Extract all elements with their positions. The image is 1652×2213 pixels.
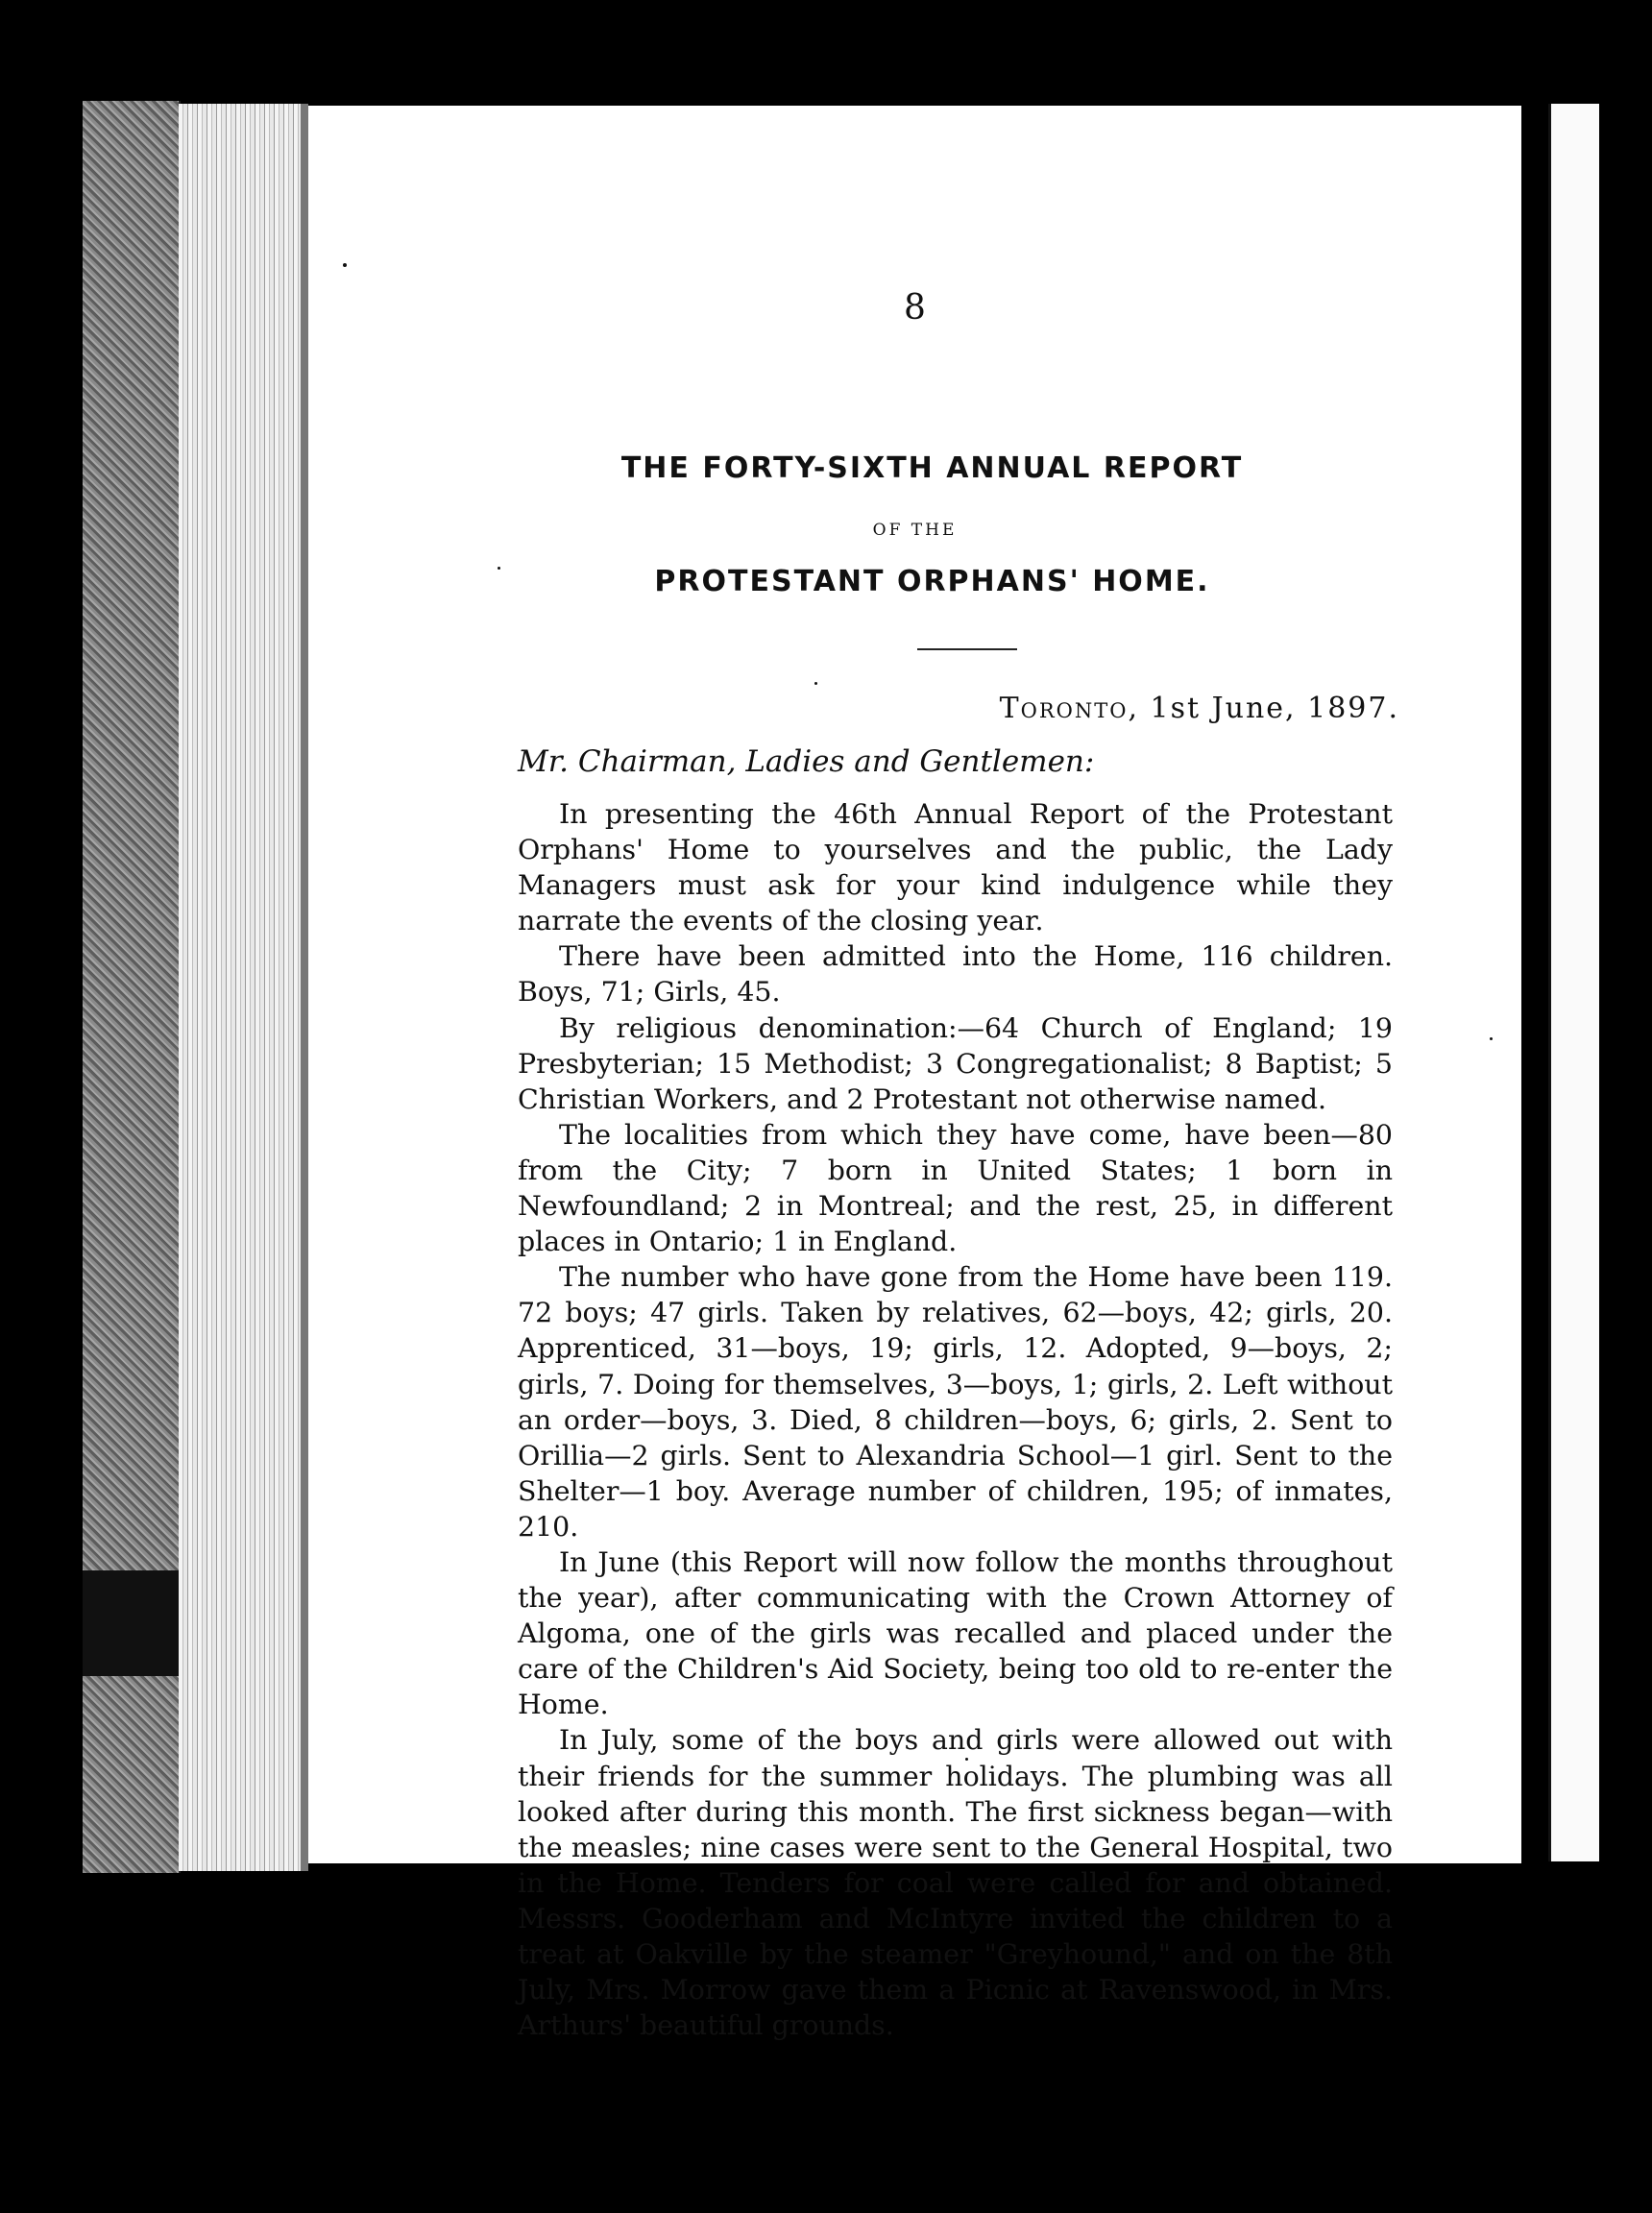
scan-speck (343, 263, 347, 267)
paragraph-introduction: In presenting the 46th Annual Report of the Protestant Orphans' Home to yourselves and the public, the Lady Managers must ask for your kind indulgence while they narrate the events of the closing year. (518, 798, 1393, 937)
scan-speck (498, 567, 500, 570)
page-number: 8 (904, 288, 926, 328)
scan-speck (814, 682, 817, 685)
scan-speck (965, 1758, 968, 1761)
paragraph-june: In June (this Report will now follow the months throughout the year), after communicating with the Crown Attorney of Algoma, one of the girls was recalled and placed under the care of the Children's Aid Society, being too old to re-enter the Home. (518, 1545, 1393, 1721)
document-page (308, 106, 1521, 2042)
dateline-date: 1st June, 1897. (1150, 692, 1399, 725)
paragraph-july: In July, some of the boys and girls were allowed out with their friends for the summer holidays. The plumbing was all looked after during this month. The first sickness began—with the measles; nine cases were sent to the General Hospital, two in the Home. Tenders for coal were called for and obtained. Messrs. Gooderham and McIntyre invited the children to a treat at Oakville by the steamer "Greyhound," and on the 8th July, Mrs. Morrow gave them a Picnic at Ravenswood, in Mrs. Arthurs' beautiful grounds. (518, 1724, 1393, 2042)
page-edges (179, 104, 308, 1871)
report-body (518, 796, 1393, 2043)
dateline-place: Toronto, (999, 692, 1139, 725)
scan-speck (1490, 1037, 1493, 1040)
paragraph-denomination: By religious denomination:—64 Church of England; 19 Presbyterian; 15 Methodist; 3 Congregationalist; 8 Baptist; 5 Christian Workers, and 2 Protestant not otherwise named. (518, 1011, 1393, 1115)
paragraph-admissions: There have been admitted into the Home, 116 children. Boys, 71; Girls, 45. (518, 940, 1393, 1009)
salutation: Mr. Chairman, Ladies and Gentlemen: (518, 744, 1095, 779)
title-rule (917, 648, 1017, 650)
report-title-institution: PROTESTANT ORPHANS' HOME. (654, 565, 1210, 598)
report-title: THE FORTY-SIXTH ANNUAL REPORT (620, 451, 1244, 485)
dateline (1000, 692, 1399, 725)
page-edge-shadow (301, 104, 308, 1871)
cover-gap (83, 1570, 179, 1676)
adjacent-page-edge (1548, 104, 1599, 1861)
paragraph-localities: The localities from which they have come, have been—80 from the City; 7 born in United States; 1 born in Newfoundland; 2 in Montreal; and the rest, 25, in different places in Ontario; 1 in England. (518, 1118, 1393, 1258)
report-title-of: OF THE (872, 521, 958, 540)
book-cover-binding (83, 101, 181, 1873)
paragraph-departures: The number who have gone from the Home have been 119. 72 boys; 47 girls. Taken by relatives, 62—boys, 42; girls, 20. Apprenticed, 31—boys, 19; girls, 12. Adopted, 9—boys, 2; girls, 7. Doing for themselves, 3—boys, 1; girls, 2. Left without an order—boys, 3. Died, 8 children—boys, 6; girls, 2. Sent to Orillia—2 girls. Sent to Alexandria School—1 girl. Sent to the Shelter—1 boy. Average number of children, 195; of inmates, 210. (518, 1261, 1393, 1543)
